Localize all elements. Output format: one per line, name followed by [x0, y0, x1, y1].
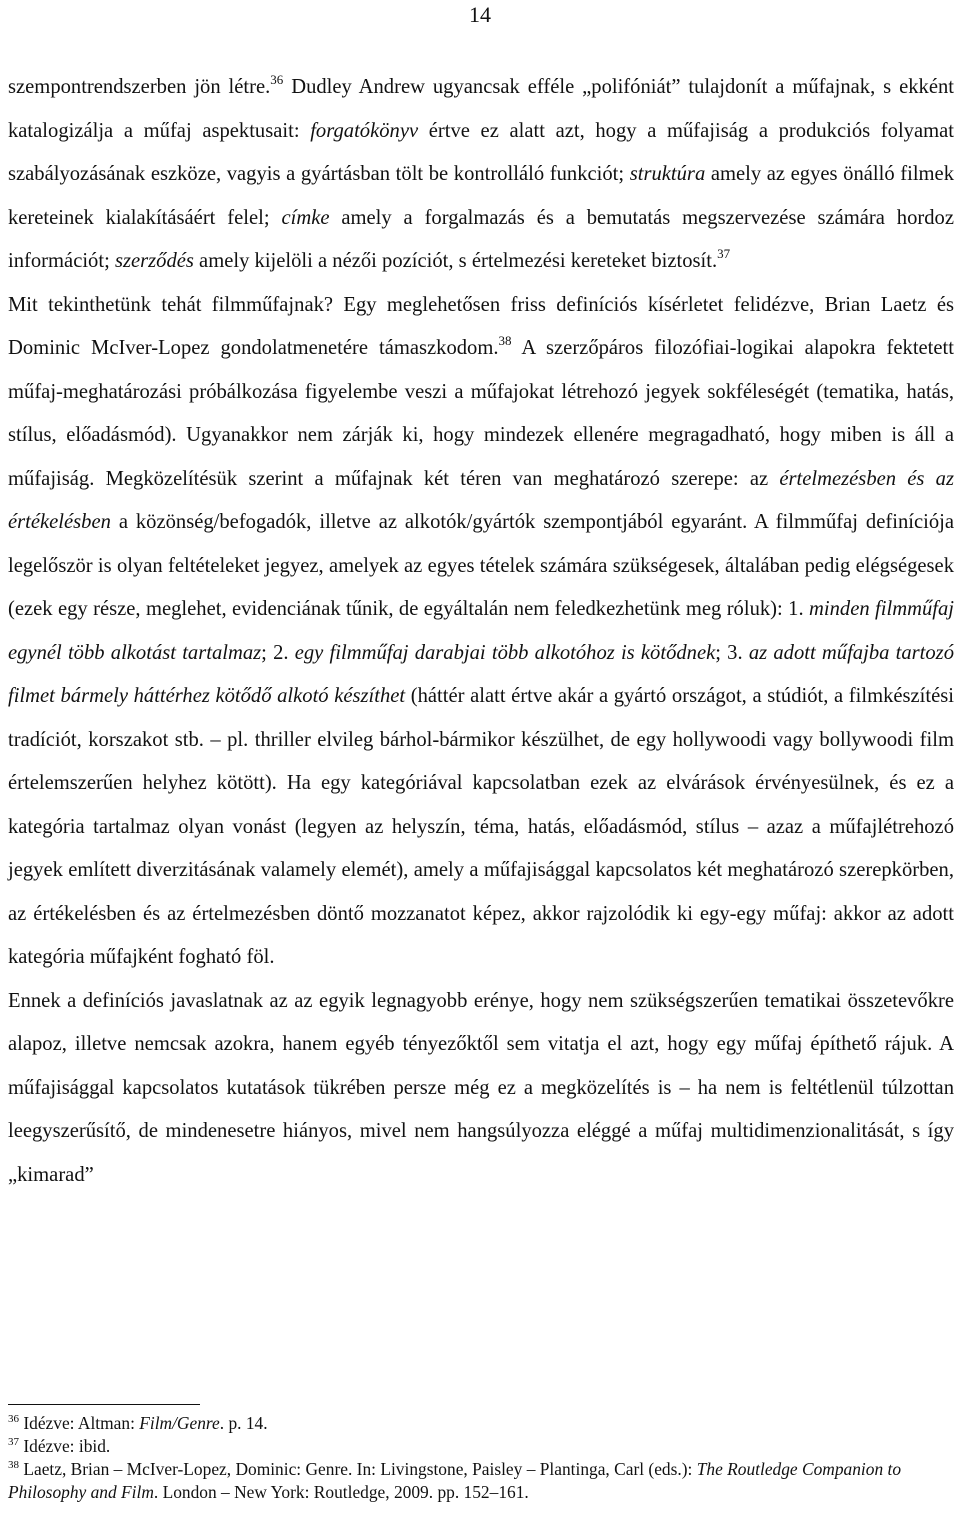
page-number: 14: [469, 2, 491, 27]
text-run: a közönség/befogadók, illetve az alkotók/gyártók szempontjából egyaránt. A filmműfaj definíciója legelőször is olyan feltételeket jegyez, amelyek az egyes tételek számára szükségesek, általában pedig elégségesek (ezek egy része, meglehet, evidenciának tűnik, de egyáltalán nem feledkezhetünk meg róluk): 1.: [8, 511, 954, 620]
text-run: Ennek a definíciós javaslatnak az az egyik legnagyobb erénye, hogy nem szükségszerűen tematikai összetevőkre alapoz, illetve nemcsak azokra, hanem egyéb tényezőktől sem vitatja el azt, hogy egy műfaj építhető rájuk. A műfajisággal kapcsolatos kutatások tükrében persze még ez a megközelítés is – ha nem is feltétlenül túlzottan leegyszerűsítő, de mindenesetre hiányos, mivel nem hangsúlyozza eléggé a műfaj multidimenzionalitását, s így „kimarad”: [8, 989, 954, 1186]
footnote-ref: 36: [270, 72, 284, 87]
paragraph: [8, 284, 954, 980]
paragraph: [8, 66, 954, 284]
footnote-title: The Routledge Companion to Philosophy and Film: [8, 1459, 902, 1502]
text-run: értve ez alatt azt, hogy a műfajiság a produkciós folyamat szabályozásának eszköze, vagyis a gyártásban tölt be kontrolláló funkciót;: [8, 119, 954, 185]
text-run: Mit tekinthetünk tehát filmműfajnak? Egy meglehetősen friss definíciós kísérletet felidézve, Brian Laetz és Dominic McIver-Lopez gondolatmenetére támaszkodom.: [8, 293, 954, 359]
footnote-text: Idézve: Altman:: [19, 1413, 140, 1433]
footnote-number: 36: [8, 1413, 19, 1425]
italic-term: az adott műfajba tartozó filmet bármely háttérhez kötődő alkotó készíthet: [8, 641, 954, 707]
italic-term: struktúra: [629, 163, 706, 185]
text-run: Dudley Andrew ugyancsak efféle „polifóniát” tulajdonít a műfajnak, s ekként katalogizálja a műfaj aspektusait:: [8, 76, 954, 142]
footnote-text: Idézve: ibid.: [19, 1436, 111, 1456]
italic-term: egy filmműfaj darabjai több alkotóhoz is kötődnek: [294, 641, 716, 664]
footnote: [8, 1412, 958, 1435]
paragraph: [8, 980, 954, 1198]
footnote: [8, 1458, 958, 1504]
text-run: ; 2.: [261, 641, 295, 664]
footnote-ref: 37: [717, 246, 731, 261]
footnote-text: . p. 14.: [219, 1413, 268, 1433]
italic-term: szerződés: [114, 250, 194, 272]
italic-term: minden filmműfaj egynél több alkotást tartalmaz: [8, 598, 954, 664]
footnote-number: 37: [8, 1436, 19, 1448]
footnote-separator: [8, 1404, 200, 1405]
text-run: amely kijelöli a nézői pozíciót, s értelmezési kereteket biztosít.: [193, 250, 718, 272]
footnote-number: 38: [8, 1459, 19, 1471]
footnotes: [8, 1412, 958, 1504]
text-run: A szerzőpáros filozófiai-logikai alapokra fektetett műfaj-meghatározási próbálkozása figyelembe veszi a műfajokat létrehozó jegyek sokféleségét (tematika, hatás, stílus, előadásmód). Ugyanakkor nem zárják ki, hogy mindezek ellenére megragadható, hogy miben is áll a műfajiság. Megközelítésük szerint a műfajnak két téren van meghatározó szerepe: az: [8, 337, 954, 490]
italic-term: értelmezésben és az értékelésben: [8, 467, 954, 533]
text-run: szempontrendszerben jön létre.: [8, 76, 271, 98]
text-run: amely a forgalmazás és a bemutatás megszervezése számára hordoz információt;: [8, 206, 954, 272]
italic-term: forgatókönyv: [310, 119, 419, 142]
text-run: (háttér alatt értve akár a gyártó országot, a stúdiót, a filmkészítési tradíciót, korszakot stb. – pl. thriller elvileg bárhol-bármikor készülhet, de egy hollywoodi vagy bollywoodi film értelemszerűen helyhez kötött). Ha egy kategóriával kapcsolatban ezek az elvárások érvényesülnek, és ez a kategória tartalmaz olyan vonást (legyen az helyszín, téma, hatás, előadásmód, stílus – azaz a műfajlétrehozó jegyek említett diverzitásának valamely elemét), amely a műfajisággal kapcsolatos két meghatározó szerepkörben, az értékelésben és az értelmezésben döntő mozzanatot képez, akkor rajzolódik ki egy-egy műfaj: akkor az adott kategória műfajként fogható föl.: [8, 685, 954, 968]
body-text: [8, 66, 954, 1197]
text-run: ; 3.: [715, 641, 749, 664]
text-run: amely az egyes önálló filmek kereteinek kialakításáért felel;: [8, 163, 954, 229]
footnote-text: . London – New York: Routledge, 2009. pp. 152–161.: [153, 1482, 529, 1502]
footnote-text: Laetz, Brian – McIver-Lopez, Dominic: Genre. In: Livingstone, Paisley – Plantinga, Carl (eds.):: [19, 1459, 697, 1479]
footnote: [8, 1435, 958, 1458]
footnote-ref: 38: [498, 333, 512, 348]
footnote-title: Film/Genre: [139, 1413, 220, 1433]
italic-term: címke: [281, 206, 330, 229]
